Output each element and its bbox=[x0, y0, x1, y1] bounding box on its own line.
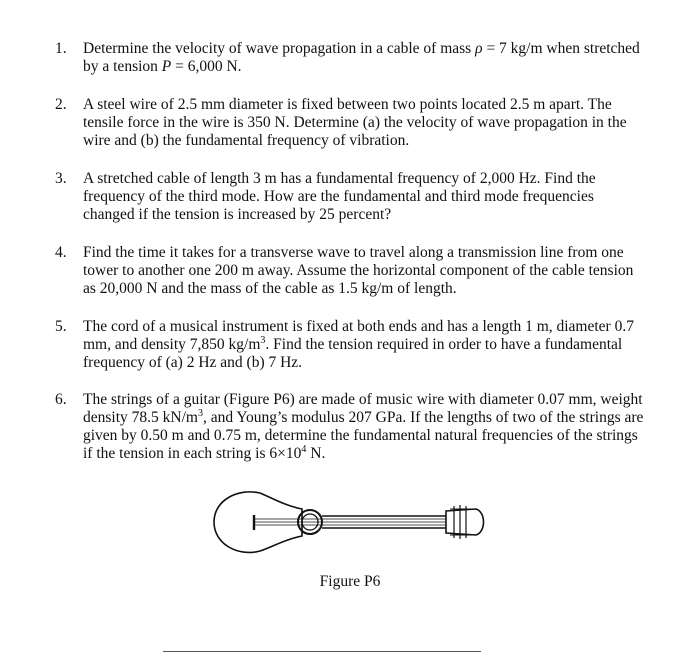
problem-4 bbox=[55, 244, 645, 298]
figure-caption: Figure P6 bbox=[319, 573, 381, 590]
problem-text: A stretched cable of length 3 m has a fundamental frequency of 2,000 Hz. Find the frequency of the third mode. How are the fundamental and third mode frequencies changed if the tension is increased by 25 percent? bbox=[83, 170, 596, 223]
problem-number: 6. bbox=[55, 391, 67, 408]
problem-1 bbox=[55, 40, 645, 76]
problem-3 bbox=[55, 170, 645, 224]
problem-text: The strings of a guitar (Figure P6) are made of music wire with diameter 0.07 mm, weight density 78.5 $kN/m^3$, and Young’s modulus 207 GPa. If the lengths of two of the strings are given by 0.50 m and 0.75 m, determine the fundamental natural frequencies of the strings if the tension in each string is $6\times 10^4$ N. bbox=[83, 391, 644, 462]
problem-number: 4. bbox=[55, 244, 67, 261]
problem-number: 2. bbox=[55, 96, 67, 113]
problem-number: 1. bbox=[55, 40, 67, 57]
problem-text: Determine the velocity of wave propagation in a cable of mass ρ = 7 kg/m when stretched by a tension P = 6,000 N. bbox=[83, 40, 640, 75]
problem-5 bbox=[55, 318, 645, 372]
problem-6 bbox=[55, 391, 645, 463]
problem-text: A steel wire of 2.5 mm diameter is fixed between two points located 2.5 m apart. The tensile force in the wire is 350 N. Determine (a) the velocity of wave propagation in the wire and (b) the fundamental frequency of vibration. bbox=[83, 96, 627, 149]
problem-text: Find the time it takes for a transverse wave to travel along a transmission line from one tower to another one 200 m away. Assume the horizontal component of the cable tension as 20,000 N and the mass of the cable as 1.5 kg/m of length. bbox=[83, 244, 634, 297]
problem-number: 3. bbox=[55, 170, 67, 187]
problem-list bbox=[55, 40, 645, 463]
divider bbox=[163, 651, 481, 652]
problem-number: 5. bbox=[55, 318, 67, 335]
problem-text: The cord of a musical instrument is fixed at both ends and has a length 1 m, diameter 0.7 mm, and density 7,850 $kg/m^3$. Find the tension required in order to have a fundamental frequency of (a) 2 Hz and (b) 7 Hz. bbox=[83, 318, 634, 371]
guitar-icon bbox=[210, 478, 490, 578]
problem-2 bbox=[55, 96, 645, 150]
